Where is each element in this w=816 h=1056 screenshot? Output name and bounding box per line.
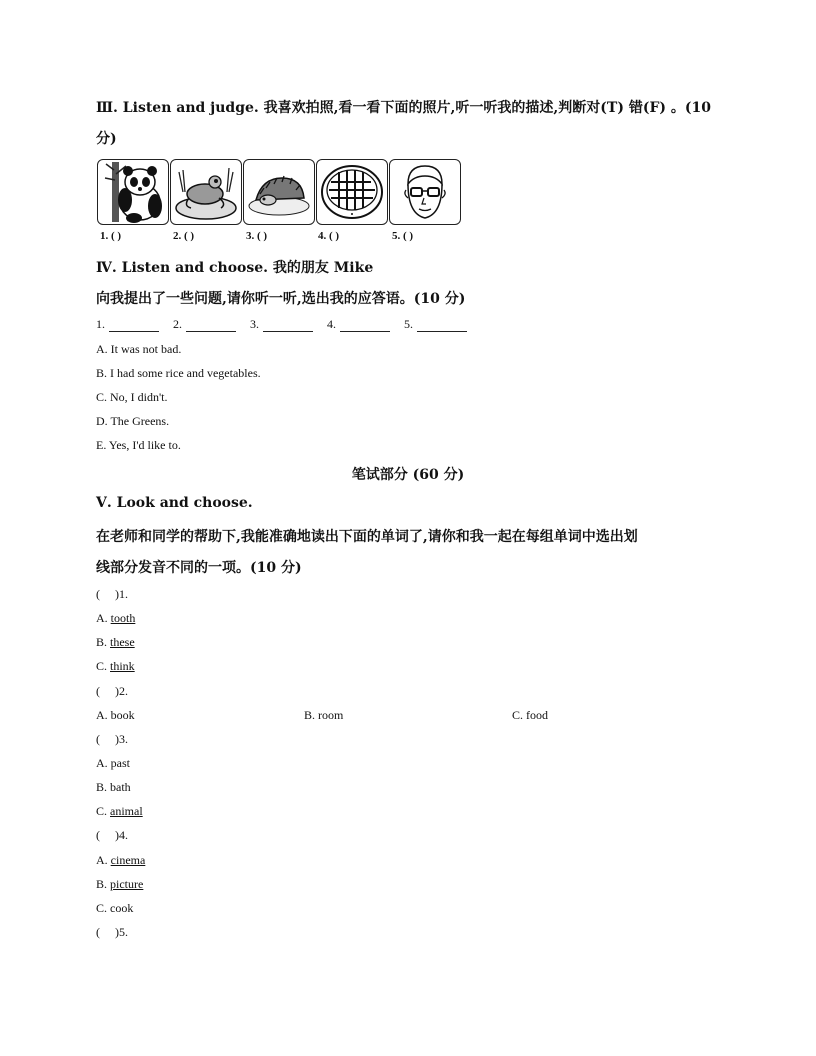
judge-label-4: 4. ( ) bbox=[318, 230, 340, 242]
section4-title: Ⅳ. Listen and choose. 我的朋友 Mike bbox=[96, 260, 374, 276]
answer-blank-4[interactable] bbox=[340, 319, 390, 332]
q1-option-b-letter: B. bbox=[96, 635, 111, 649]
q1-option-a bbox=[96, 611, 135, 626]
pie-picture bbox=[316, 159, 388, 225]
q2-option-b: B. room bbox=[304, 708, 344, 722]
q3-option-c bbox=[96, 804, 143, 819]
section4-subtitle: 向我提出了一些问题,请你听一听,选出我的应答语。(10 分) bbox=[96, 291, 466, 307]
q3-option-c-letter: C. bbox=[96, 804, 111, 818]
blank-number-3: 3. bbox=[250, 317, 259, 331]
answer-blank-5[interactable] bbox=[417, 319, 467, 332]
q4-option-a-letter: A. bbox=[96, 853, 111, 867]
option-c: C. No, I didn't. bbox=[96, 390, 168, 404]
q5-number: ( )5. bbox=[96, 925, 128, 939]
blank-number-2: 2. bbox=[173, 317, 182, 331]
option-a: A. It was not bad. bbox=[96, 342, 182, 356]
option-e: E. Yes, I'd like to. bbox=[96, 438, 181, 452]
judge-label-3: 3. ( ) bbox=[246, 230, 268, 242]
section3-title-cont: 分) bbox=[96, 131, 117, 147]
option-d: D. The Greens. bbox=[96, 414, 170, 428]
judge-label-5: 5. ( ) bbox=[392, 230, 414, 242]
section5-title: Ⅴ. Look and choose. bbox=[96, 495, 253, 511]
q3-option-b: B. bath bbox=[96, 780, 131, 794]
answer-blank-1[interactable] bbox=[109, 319, 159, 332]
panda-picture bbox=[97, 159, 169, 225]
q1-option-b bbox=[96, 635, 135, 650]
q4-option-b-letter: B. bbox=[96, 877, 111, 891]
blank-number-4: 4. bbox=[327, 317, 336, 331]
judge-label-2: 2. ( ) bbox=[173, 230, 195, 242]
q3-number: ( )3. bbox=[96, 732, 128, 746]
q4-number: ( )4. bbox=[96, 828, 128, 842]
hedgehog-picture bbox=[243, 159, 315, 225]
q2-option-c: C. food bbox=[512, 708, 548, 722]
q4-option-a-word: cinema bbox=[110, 853, 146, 867]
q4-option-b-word: picture bbox=[110, 877, 144, 891]
q1-option-c-letter: C. bbox=[96, 659, 111, 673]
section3-title: Ⅲ. Listen and judge. 我喜欢拍照,看一看下面的照片,听一听我的描述,判断对(T) 错(F) 。(10 bbox=[96, 100, 711, 116]
option-b: B. I had some rice and vegetables. bbox=[96, 366, 261, 380]
section5-instruction: 在老师和同学的帮助下,我能准确地读出下面的单词了,请你和我一起在每组单词中选出划 bbox=[96, 529, 638, 545]
q4-option-c: C. cook bbox=[96, 901, 134, 915]
section5-instruction-cont: 线部分发音不同的一项。(10 分) bbox=[96, 560, 302, 576]
q1-option-c bbox=[96, 659, 135, 674]
q1-option-b-word: these bbox=[110, 635, 135, 649]
q2-option-a: A. book bbox=[96, 708, 135, 722]
q1-option-c-word: think bbox=[110, 659, 135, 673]
q1-option-a-letter: A. bbox=[96, 611, 111, 625]
q3-option-a: A. past bbox=[96, 756, 130, 770]
answer-blank-2[interactable] bbox=[186, 319, 236, 332]
q4-option-b bbox=[96, 877, 143, 892]
q1-number: ( )1. bbox=[96, 587, 128, 601]
q2-number: ( )2. bbox=[96, 684, 128, 698]
answer-blanks bbox=[96, 317, 481, 332]
blank-number-1: 1. bbox=[96, 317, 105, 331]
frog-picture bbox=[170, 159, 242, 225]
answer-blank-3[interactable] bbox=[263, 319, 313, 332]
boy-with-glasses-picture bbox=[389, 159, 461, 225]
written-part-heading: 笔试部分 (60 分) bbox=[351, 467, 465, 483]
q3-option-c-word: animal bbox=[110, 804, 143, 818]
blank-number-5: 5. bbox=[404, 317, 413, 331]
judge-label-1: 1. ( ) bbox=[100, 230, 122, 242]
q1-option-a-word: tooth bbox=[110, 611, 136, 625]
q4-option-a bbox=[96, 853, 145, 868]
